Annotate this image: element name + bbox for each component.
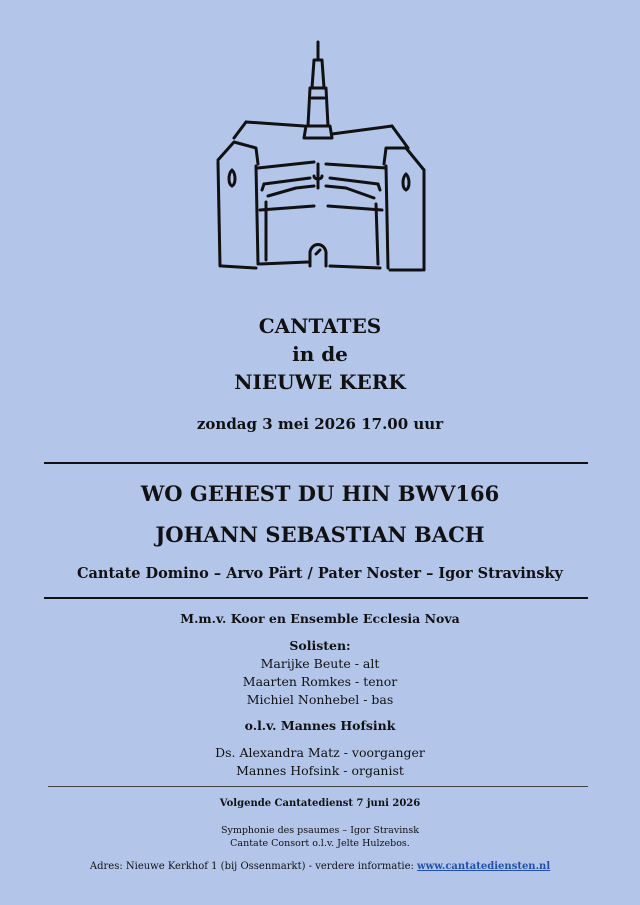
next-service-heading: Volgende Cantatedienst 7 juni 2026	[219, 798, 421, 809]
service-list	[0, 744, 640, 780]
conductor-credit: o.l.v. Mannes Hofsink	[244, 718, 396, 733]
soloists-list	[0, 655, 640, 709]
ensemble-credit: M.m.v. Koor en Ensemble Ecclesia Nova	[180, 611, 460, 626]
footer-address	[0, 860, 640, 873]
next-service-details	[0, 824, 640, 850]
soloist-item: Michiel Nonhebel - bas	[246, 692, 394, 707]
soloists-heading: Solisten:	[289, 638, 351, 653]
event-title	[0, 312, 640, 396]
soloist-item: Marijke Beute - alt	[260, 656, 380, 671]
cantata-title: WO GEHEST DU HIN BWV166	[140, 481, 500, 506]
website-link[interactable]: www.cantatediensten.nl	[417, 861, 551, 872]
divider-top	[44, 462, 588, 464]
divider-bottom	[44, 597, 588, 599]
service-item: Mannes Hofsink - organist	[236, 763, 404, 778]
title-line-3: NIEUWE KERK	[234, 370, 406, 394]
composer-name: JOHANN SEBASTIAN BACH	[155, 522, 485, 547]
title-line-1: CANTATES	[258, 314, 382, 338]
divider-thin	[48, 786, 588, 787]
next-service-line: Cantate Consort o.l.v. Jelte Hulzebos.	[230, 838, 410, 849]
church-sketch-icon	[210, 38, 434, 274]
address-text: Adres: Nieuwe Kerkhof 1 (bij Ossenmarkt) - verdere informatie:	[89, 861, 418, 872]
soloist-item: Maarten Romkes - tenor	[242, 674, 398, 689]
next-service-line: Symphonie des psaumes – Igor Stravinsk	[220, 825, 420, 836]
title-line-2: in de	[292, 342, 348, 366]
service-item: Ds. Alexandra Matz - voorganger	[215, 745, 425, 760]
other-pieces: Cantate Domino – Arvo Pärt / Pater Noster – Igor Stravinsky	[77, 565, 563, 582]
event-date: zondag 3 mei 2026 17.00 uur	[196, 415, 444, 433]
